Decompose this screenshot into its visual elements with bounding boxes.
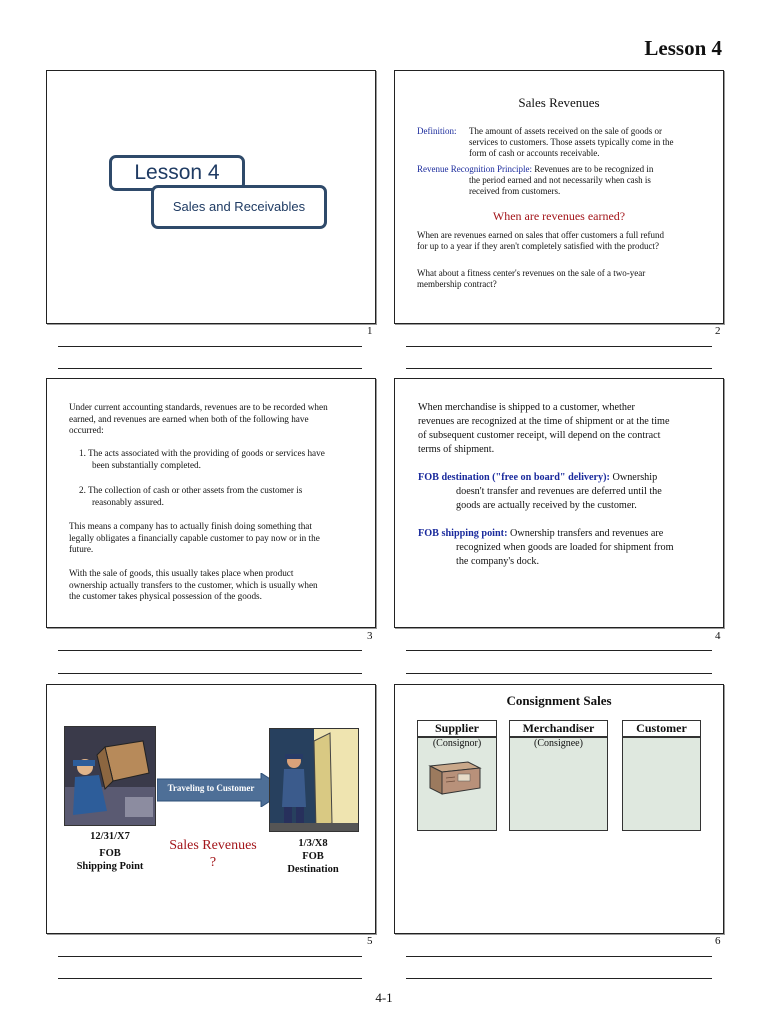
slide-1-number: 1: [367, 325, 373, 337]
body-text: revenues are recognized at the time of shipment or at the time: [418, 416, 670, 427]
traveling-arrow: [157, 773, 287, 807]
note-line: [406, 650, 712, 651]
slide-3-number: 3: [367, 630, 373, 642]
merchandiser-column: [509, 720, 608, 831]
fob-destination-text: Ownership: [612, 472, 658, 483]
supplier-heading: Supplier: [418, 721, 496, 738]
note-line: [406, 978, 712, 979]
definition-text: form of cash or accounts receivable.: [469, 148, 600, 158]
body-text: earned, and revenues are earned when both of the following have: [69, 413, 309, 424]
right-label: Destination: [287, 864, 339, 875]
body-text: terms of shipment.: [418, 444, 495, 455]
note-line: [406, 368, 712, 369]
note-line: [58, 650, 362, 651]
warehouse-worker-image: [64, 726, 156, 826]
fob-destination-text: goods are actually received by the customer.: [456, 500, 637, 511]
slide-4: [394, 378, 724, 628]
slide-1: [46, 70, 376, 324]
fob-destination-label: FOB destination ("free on board" delivery):: [418, 472, 610, 483]
rrp-label: Revenue Recognition Principle:: [417, 164, 532, 174]
note-line: [406, 956, 712, 957]
note-line: [58, 346, 362, 347]
page-number: 4-1: [375, 990, 393, 1005]
left-date: 12/31/X7: [90, 831, 130, 842]
body-text: Under current accounting standards, revenues are to be recorded when: [69, 402, 328, 412]
delivery-door-image: [269, 728, 359, 832]
list-item: 2. The collection of cash or other assets from the customer is: [79, 485, 303, 495]
left-label: Shipping Point: [76, 861, 144, 872]
arrow-label: Traveling to Customer: [167, 783, 255, 793]
body-text: the customer takes physical possession of the goods.: [69, 591, 262, 601]
body-text: legally obligates a financially capable customer to pay now or in the: [69, 532, 320, 543]
fob-shipping-text: Ownership transfers and revenues are: [510, 528, 664, 539]
package-icon: [428, 758, 482, 796]
page-header-title: Lesson 4: [644, 36, 722, 60]
supplier-subheading: (Consignor): [432, 738, 482, 749]
fob-shipping-text: recognized when goods are loaded for shipment from: [456, 542, 674, 553]
slide-5: [46, 684, 376, 934]
fob-shipping-text: the company's dock.: [456, 556, 540, 567]
left-label: FOB: [99, 848, 121, 859]
right-date: 1/3/X8: [298, 838, 328, 849]
list-item: been substantially completed.: [92, 459, 201, 470]
center-label: Sales Revenues: [169, 838, 257, 853]
slide-title: Sales Revenues: [518, 95, 600, 110]
customer-column: [622, 720, 701, 831]
body-text: future.: [69, 544, 94, 554]
note-line: [58, 956, 362, 957]
slide-3: [46, 378, 376, 628]
question-text: What about a fitness center's revenues on the sale of a two-year: [417, 268, 646, 278]
question-text: for up to a year if they aren't completely satisfied with the product?: [417, 241, 660, 251]
definition-text: The amount of assets received on the sale of goods or: [469, 126, 662, 136]
definition-label: Definition:: [417, 126, 457, 136]
center-question: ?: [209, 855, 217, 870]
list-item: reasonably assured.: [92, 496, 164, 507]
body-text: When merchandise is shipped to a customer, whether: [418, 402, 635, 413]
slide-5-number: 5: [367, 935, 373, 947]
body-text: With the sale of goods, this usually takes place when product: [69, 568, 294, 578]
slide-4-number: 4: [715, 630, 721, 642]
supplier-column: [417, 720, 497, 831]
definition-text: services to customers. Those assets typically come in the: [469, 137, 674, 147]
rrp-text: Revenues are to be recognized in: [534, 164, 654, 174]
body-text: This means a company has to actually finish doing something that: [69, 521, 312, 531]
note-line: [406, 673, 712, 674]
rrp-text: received from customers.: [469, 186, 561, 196]
slide-question: When are revenues earned?: [492, 209, 626, 223]
lesson-subtitle-box: [151, 185, 327, 229]
fob-shipping-label: FOB shipping point:: [418, 528, 508, 539]
question-text: When are revenues earned on sales that offer customers a full refund: [417, 230, 664, 240]
note-line: [58, 978, 362, 979]
note-line: [58, 368, 362, 369]
slide-title: Consignment Sales: [506, 693, 612, 708]
right-label: FOB: [302, 851, 324, 862]
note-line: [406, 346, 712, 347]
body-text: of subsequent customer receipt, will depend on the contract: [418, 430, 661, 441]
slide-2-number: 2: [715, 325, 721, 337]
body-text: occurred:: [69, 425, 104, 435]
rrp-text: the period earned and not necessarily when cash is: [469, 175, 651, 185]
merchandiser-subheading: (Consignee): [534, 738, 583, 749]
note-line: [58, 673, 362, 674]
lesson-title: Lesson 4: [134, 161, 220, 184]
lesson-subtitle: Sales and Receivables: [172, 199, 306, 214]
list-item: 1. The acts associated with the providing of goods or services have: [79, 448, 325, 458]
question-text: membership contract?: [417, 279, 497, 289]
merchandiser-heading: Merchandiser: [510, 721, 607, 738]
slide-6: [394, 684, 724, 934]
body-text: ownership actually transfers to the customer, which is usually when: [69, 579, 318, 590]
slide-2: [394, 70, 724, 324]
fob-destination-text: doesn't transfer and revenues are deferred until the: [456, 486, 662, 497]
slide-6-number: 6: [715, 935, 721, 947]
customer-heading: Customer: [623, 721, 700, 738]
